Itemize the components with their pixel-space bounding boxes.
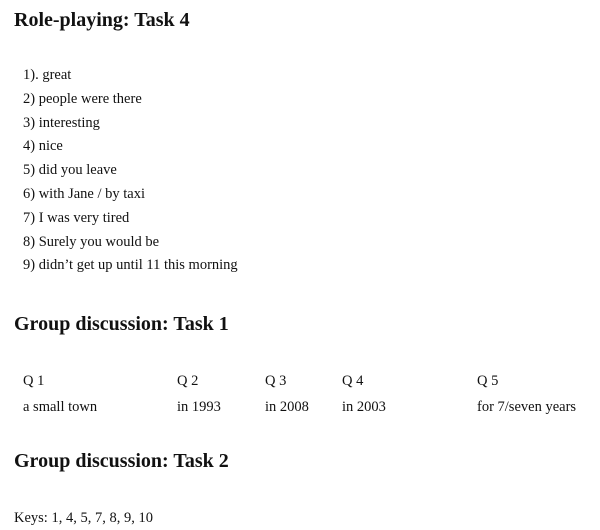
question-answer-table: [23, 368, 598, 424]
answer-keys: Keys: 1, 4, 5, 7, 8, 9, 10: [14, 510, 153, 526]
answer-item-3: 3) interesting: [23, 114, 100, 131]
question-column-2: [177, 368, 221, 420]
group-discussion-task1-heading: Group discussion: Task 1: [14, 313, 229, 335]
question-label: Q 2: [177, 373, 199, 389]
question-label: Q 3: [265, 373, 287, 389]
answer-item-1: 1). great: [23, 67, 72, 83]
question-answer: in 2003: [342, 399, 386, 415]
question-label: Q 4: [342, 373, 364, 389]
question-column-3: [265, 368, 309, 420]
question-answer: a small town: [23, 399, 98, 415]
answer-item-6: 6) with Jane / by taxi: [23, 185, 146, 202]
answer-item-4: 4) nice: [23, 138, 63, 155]
role-playing-answer-list: [23, 64, 238, 278]
question-column-4: [342, 368, 386, 420]
answer-item-7: 7) I was very tired: [23, 209, 130, 226]
question-column-1: [23, 368, 97, 420]
answer-item-2: 2) people were there: [23, 90, 142, 107]
answer-item-9: 9) didn’t get up until 11 this morning: [23, 257, 238, 274]
question-label: Q 5: [477, 373, 499, 389]
question-label: Q 1: [23, 373, 45, 389]
answer-item-5: 5) did you leave: [23, 162, 117, 179]
question-answer: in 1993: [177, 399, 221, 415]
answer-item-8: 8) Surely you would be: [23, 233, 160, 250]
question-answer: for 7/seven years: [477, 399, 577, 415]
question-column-5: [477, 368, 576, 420]
question-answer: in 2008: [265, 399, 309, 415]
group-discussion-task2-heading: Group discussion: Task 2: [14, 450, 229, 472]
role-playing-heading: Role-playing: Task 4: [14, 9, 190, 31]
